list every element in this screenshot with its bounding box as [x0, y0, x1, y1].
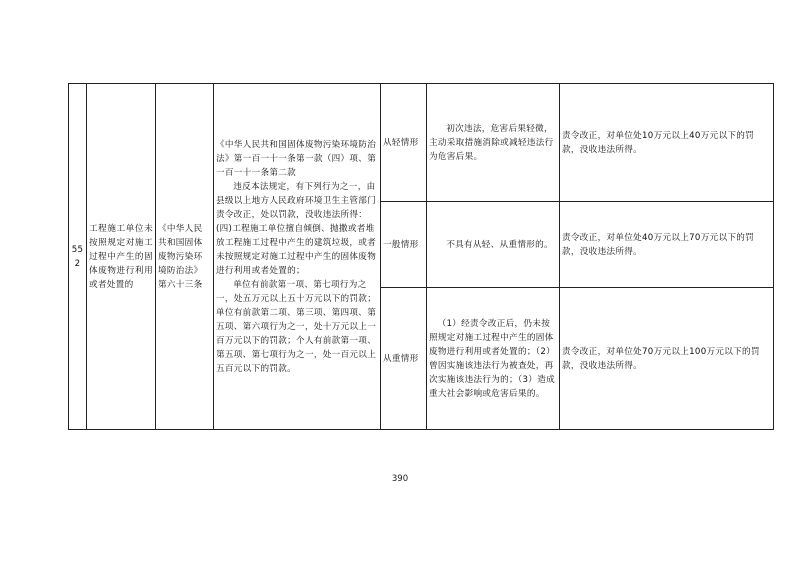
violation-item: 工程施工单位未按照规定对施工过程中产生的固体废物进行利用或者处置的	[87, 84, 156, 430]
level-description	[427, 288, 560, 430]
penalty-standard-table	[68, 83, 774, 430]
penalty-text: 责令改正，对单位处70万元以上100万元以下的罚款，没收违法所得。	[560, 288, 774, 430]
level-description	[427, 84, 560, 202]
level-lenient: 从轻情形	[381, 84, 427, 202]
description-text: 不具有从轻、从重情形的。	[446, 239, 553, 250]
law-paragraph: 单位有前款第一项、第七项行为之一，处五万元以上五十万元以下的罚款；单位有前款第二项、第三项、第四项、第五项、第六项行为之一，处十万元以上一百万元以下的罚款；个人有前款第一项、第五项、第七项行为之一，处一百元以上五百元以下的罚款。	[216, 279, 377, 374]
law-text	[214, 84, 381, 430]
description-text: （1）经责令改正后，仍未按照规定对施工过程中产生的固体废物进行利用或者处置的；（2）曾因实施该违法行为被查处，再次实施该违法行为的；（3）造成重大社会影响或危害后果的。	[429, 318, 555, 399]
legal-basis: 《中华人民共和国固体废物污染环境防治法》第六十三条	[156, 84, 214, 430]
row-number: 552	[69, 84, 87, 430]
table-row	[69, 84, 774, 202]
level-general: 一般情形	[381, 202, 427, 288]
law-paragraph: 《中华人民共和国固体废物污染环境防治法》第一百一十一条第一款（四）项、第一百一十一条第二款	[216, 139, 377, 178]
law-paragraph: 违反本法规定，有下列行为之一，由县级以上地方人民政府环境卫生主管部门责令改正，处以罚款，没收违法所得：(四)工程施工单位擅自倾倒、抛撒或者堆放工程施工过程中产生的建筑垃圾，或者未按照规定对施工过程中产生的固体废物进行利用或者处置的；	[216, 181, 377, 276]
level-description	[427, 202, 560, 288]
description-text: 初次违法，危害后果轻微，主动采取措施消除或减轻违法行为危害后果。	[429, 123, 554, 162]
level-severe: 从重情形	[381, 288, 427, 430]
page-number: 390	[391, 474, 409, 484]
penalty-text: 责令改正，对单位处40万元以上70万元以下的罚款，没收违法所得。	[560, 202, 774, 288]
penalty-text: 责令改正，对单位处10万元以上40万元以下的罚款，没收违法所得。	[560, 84, 774, 202]
